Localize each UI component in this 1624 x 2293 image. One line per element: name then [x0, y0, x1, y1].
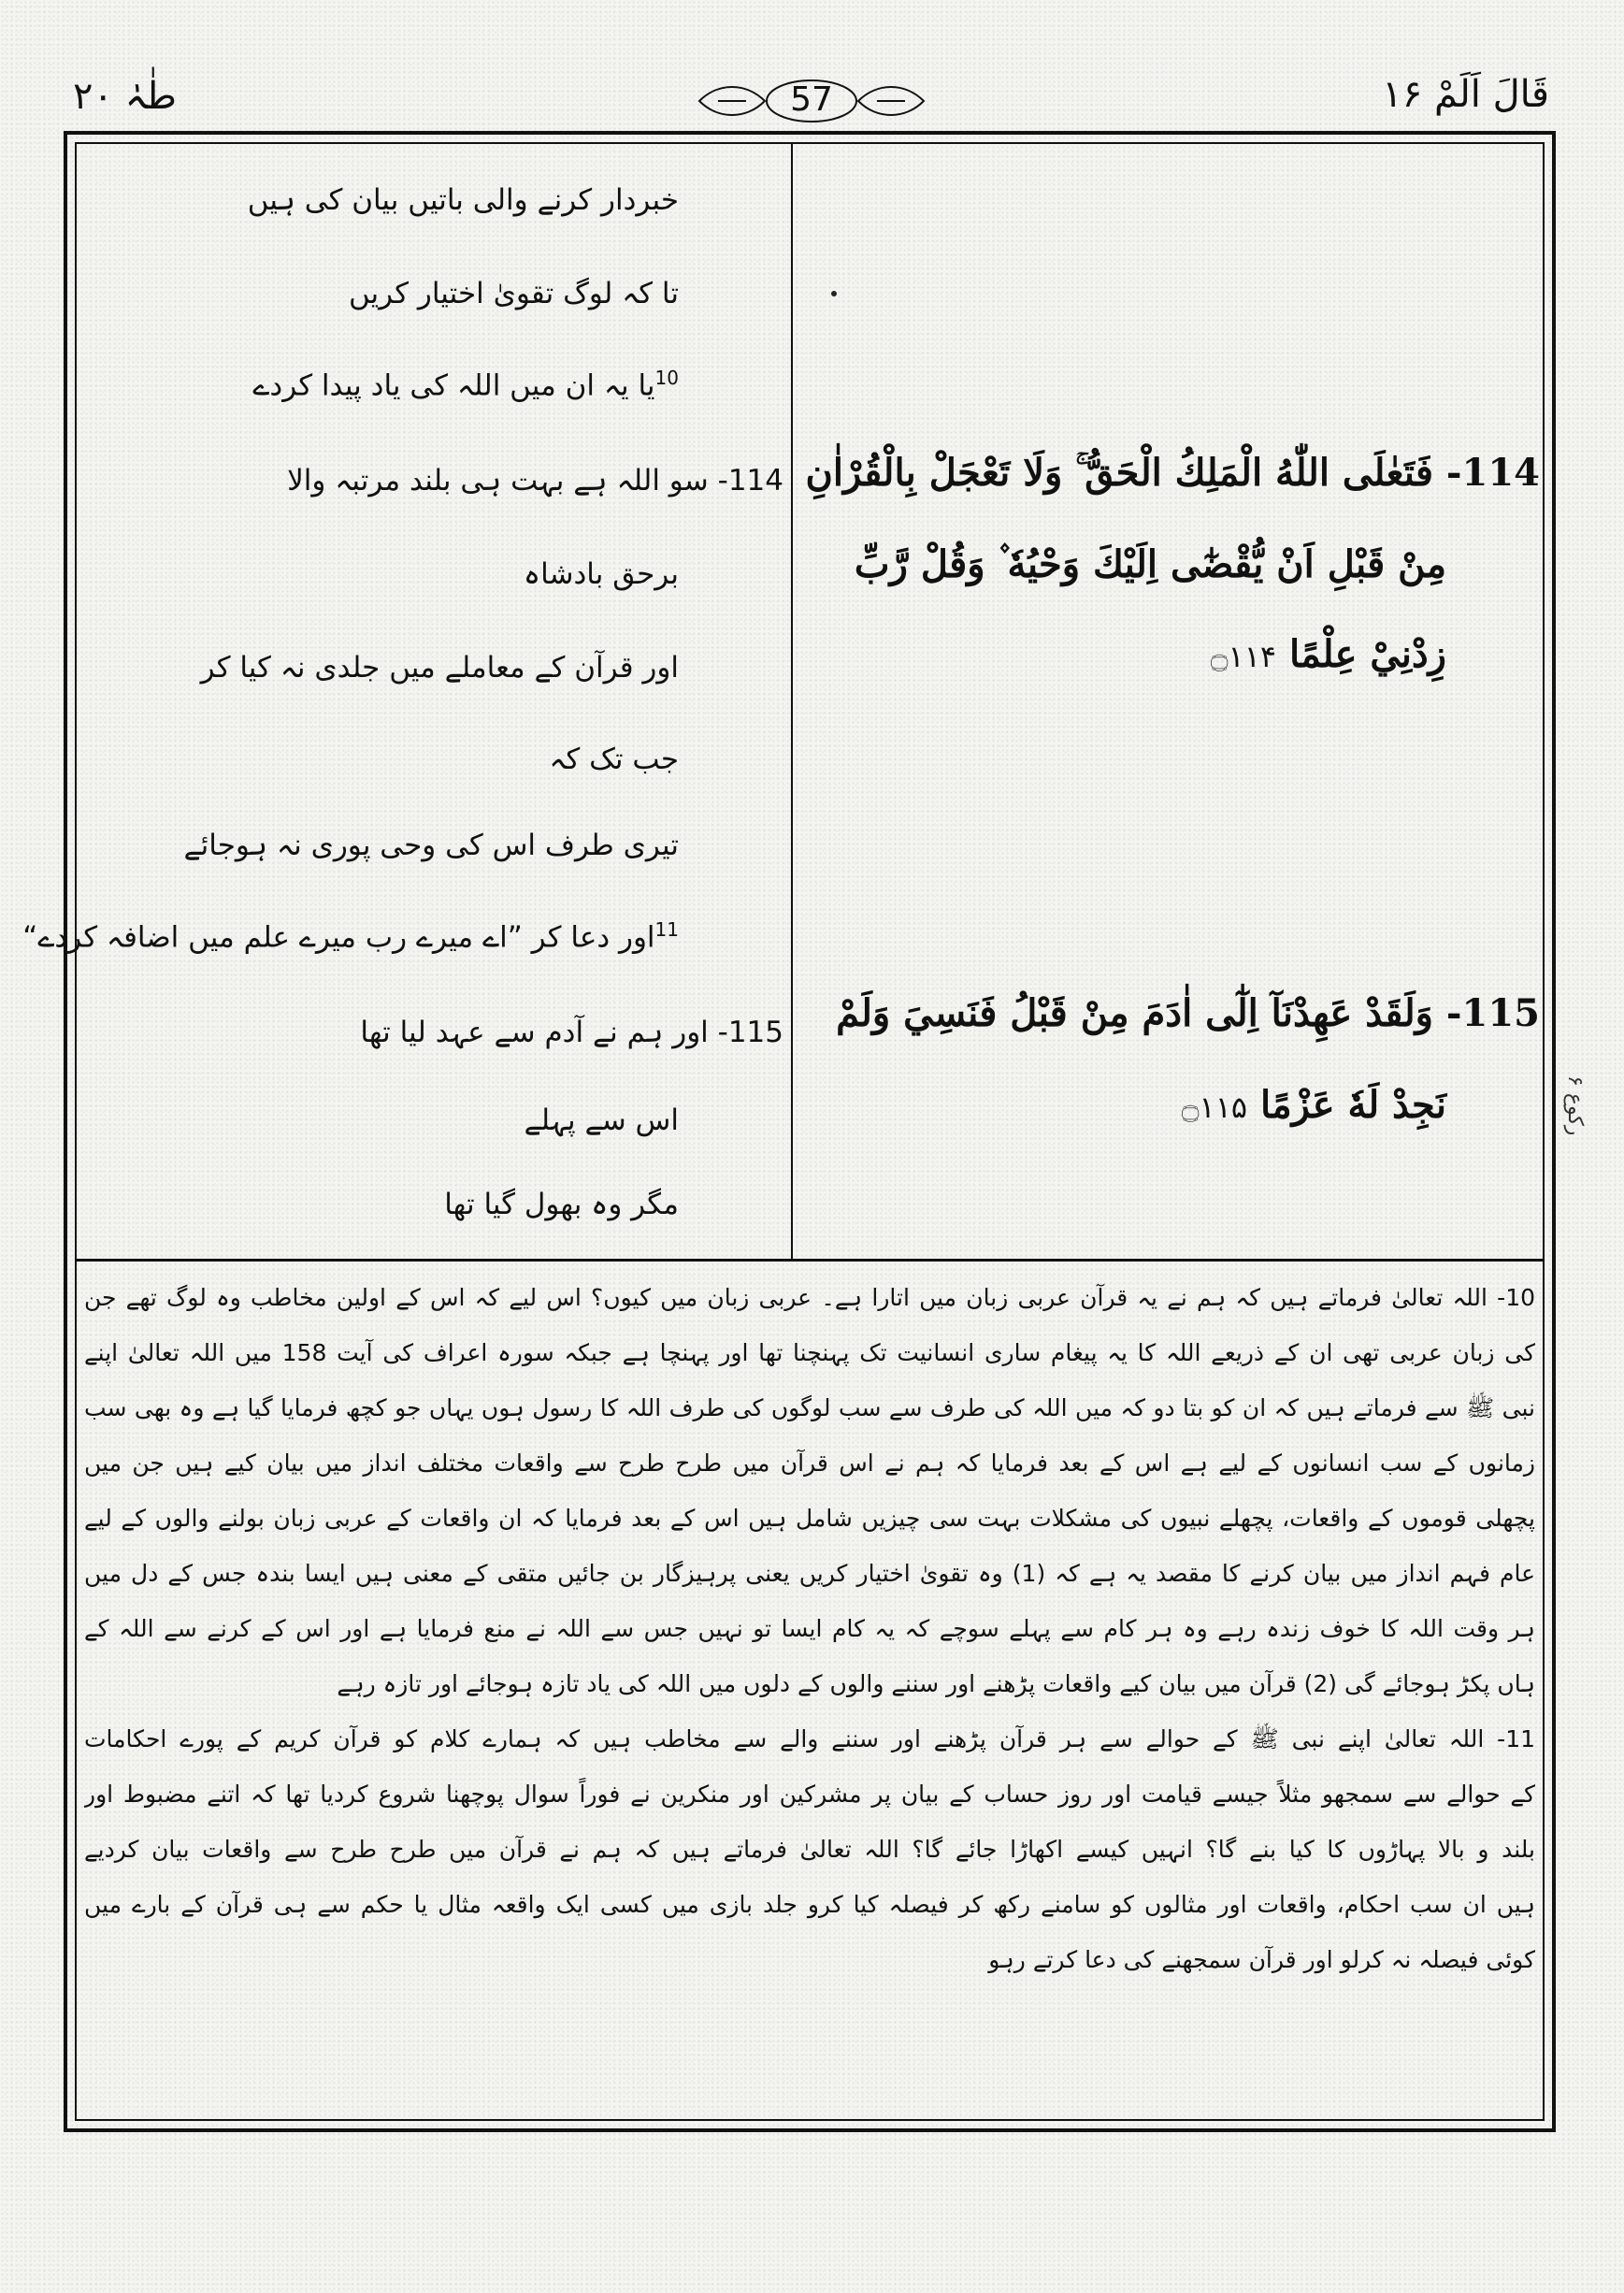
page-number-ornament	[690, 73, 933, 129]
ruku-margin-mark: رکوع ۶	[1563, 1075, 1587, 1136]
translation-line: تا کہ لوگ تقویٰ اختیار کریں	[348, 277, 679, 310]
arabic-verse-text: زِدْنِيْ عِلْمًا	[1289, 632, 1446, 676]
translation-text: اور دعا کر ”اے میرے رب میرے علم میں اضافہ کردے“	[22, 920, 655, 955]
translation-line	[22, 918, 679, 954]
translation-text: یا یہ ان میں اللہ کی یاد پیدا کردے	[252, 368, 655, 403]
note-line: ہیں ان سب احکام، واقعات اور مثالوں کو سامنے رکھ کر فیصلہ کیا کرو جلد بازی میں کسی ایک واقعہ مثال یا حکم سے ہی قرآن کے بارے میں	[84, 1891, 1535, 1918]
note-line: زمانوں کے سب انسانوں کے لیے ہے اس کے بعد فرمایا کہ ہم نے اس قرآن میں طرح طرح سے واقعات مختلف انداز میں بیان کیے ہیں جن میں	[84, 1449, 1535, 1477]
footnote-ref-11[interactable]: 11	[654, 918, 679, 941]
translation-line	[252, 367, 679, 402]
page-number: 57	[790, 80, 833, 119]
note-line: پچھلی قوموں کے واقعات، پچھلے نبیوں کی مشکلات بہت سی چیزیں شامل ہیں اس کے بعد فرمایا کہ ان واقعات کے عربی زبان بولنے والوں کے لیے	[84, 1505, 1535, 1532]
translation-line: اس سے پہلے	[524, 1103, 679, 1137]
translation-line: برحق بادشاہ	[523, 557, 679, 591]
translation-line: تیری طرف اس کی وحی پوری نہ ہوجائے	[183, 829, 679, 862]
footnote-ref-10[interactable]: 10	[654, 367, 679, 389]
note-line: کی زبان عربی تھی ان کے ذریعے اللہ کا یہ پیغام ساری انسانیت تک پہنچنا تھا اور پہنچا ہے جبکہ سورہ اعراف کی آیت 158 میں اللہ تعالیٰ اپنے	[84, 1339, 1535, 1366]
notes-divider	[75, 1259, 1545, 1262]
translation-line: 114- سو اللہ ہے بہت ہی بلند مرتبہ والا	[287, 464, 783, 498]
translation-line: 115- اور ہم نے آدم سے عہد لیا تھا	[360, 1016, 783, 1049]
translation-line: مگر وہ بھول گیا تھا	[444, 1188, 679, 1221]
translation-line: خبردار کرنے والی باتیں بیان کی ہیں	[247, 183, 679, 217]
note-line: بلند و بالا پہاڑوں کا کیا بنے گا؟ انہیں کیسے اکھاڑا جائے گا؟ اللہ تعالیٰ فرماتے ہیں کہ ہم نے قرآن میں طرح طرح سے واقعات بیان کردیے	[84, 1836, 1535, 1863]
arabic-verse-line: 114- فَتَعٰلَى اللّٰهُ الْمَلِكُ الْحَقُّ ۚ وَلَا تَعْجَلْ بِالْقُرْاٰنِ	[805, 451, 1540, 495]
surah-name: طٰہٰ ۲۰	[73, 75, 177, 118]
verse-end-marker: ۝۱۱۴	[1210, 639, 1277, 674]
column-divider	[791, 142, 793, 1261]
arabic-verse-text: نَجِدْ لَهٗ عَزْمًا	[1260, 1083, 1446, 1127]
arabic-verse-line: 115- وَلَقَدْ عَهِدْنَآ اِلٰٓى اٰدَمَ مِنْ قَبْلُ فَنَسِيَ وَلَمْ	[836, 991, 1540, 1035]
note-line: 10- اللہ تعالیٰ فرماتے ہیں کہ ہم نے یہ قرآن عربی زبان میں اتارا ہے۔ عربی زبان میں کیوں؟ اس لیے کہ اس کے اولین مخاطب وہ لوگ تھے جن	[84, 1284, 1535, 1311]
note-line: نبی ﷺ سے فرماتے ہیں کہ ان کو بتا دو کہ میں اللہ کی طرف سے سب لوگوں کی طرف اللہ کا رسول ہوں یہاں جو کچھ فرمایا گیا ہے وہ بھی سب	[84, 1394, 1535, 1421]
commentary-notes	[84, 1270, 1535, 1987]
arabic-verse-line	[1182, 1083, 1446, 1127]
arabic-verse-line: مِنْ قَبْلِ اَنْ يُّقْضٰٓى اِلَيْكَ وَحْيُهٗ ۫ وَقُلْ رَّبِّ	[854, 542, 1446, 586]
note-line: عام فہم انداز میں بیان کرنے کا مقصد یہ ہے کہ (1) وہ تقویٰ اختیار کریں یعنی پرہیزگار بن جائیں متقی کے معنی ہیں ایسا بندہ جس کے دل میں	[84, 1560, 1535, 1587]
note-line: 11- اللہ تعالیٰ اپنے نبی ﷺ کے حوالے سے ہر قرآن پڑھنے اور سننے والے سے مخاطب ہیں کہ ہمارے کلام کو قرآن کریم کے پورے احکامات	[84, 1725, 1535, 1752]
juz-name: قَالَ اَلَمْ ۱۶	[1382, 73, 1549, 116]
translation-line: اور قرآن کے معاملے میں جلدی نہ کیا کر	[200, 651, 679, 685]
note-line: کوئی فیصلہ نہ کرلو اور قرآن سمجھنے کی دعا کرتے رہو	[988, 1946, 1535, 1973]
arabic-verse-line	[1211, 632, 1446, 676]
verse-end-marker: ۝۱۱۵	[1181, 1089, 1248, 1125]
note-line: کے حوالے سے سمجھو مثلاً جیسے قیامت اور روز حساب کے بیان پر مشرکین اور منکرین نے فوراً سوال پوچھنا شروع کردیا تھا کہ اتنے مضبوط اور	[84, 1781, 1535, 1808]
note-line: ہاں پکڑ ہوجائے گی (2) قرآن میں بیان کیے واقعات پڑھنے اور سننے والوں کے دلوں میں اللہ کی یاد تازہ ہوجائے اور تازہ رہے	[337, 1670, 1535, 1697]
dot-mark	[831, 291, 837, 296]
note-line: ہر وقت اللہ کا خوف زندہ رہے وہ ہر کام سے پہلے سوچے کہ یہ کام ایسا تو نہیں جس سے اللہ نے منع فرمایا ہے اور اس کے کرنے سے اللہ کے	[84, 1615, 1535, 1642]
translation-line: جب تک کہ	[549, 743, 679, 776]
